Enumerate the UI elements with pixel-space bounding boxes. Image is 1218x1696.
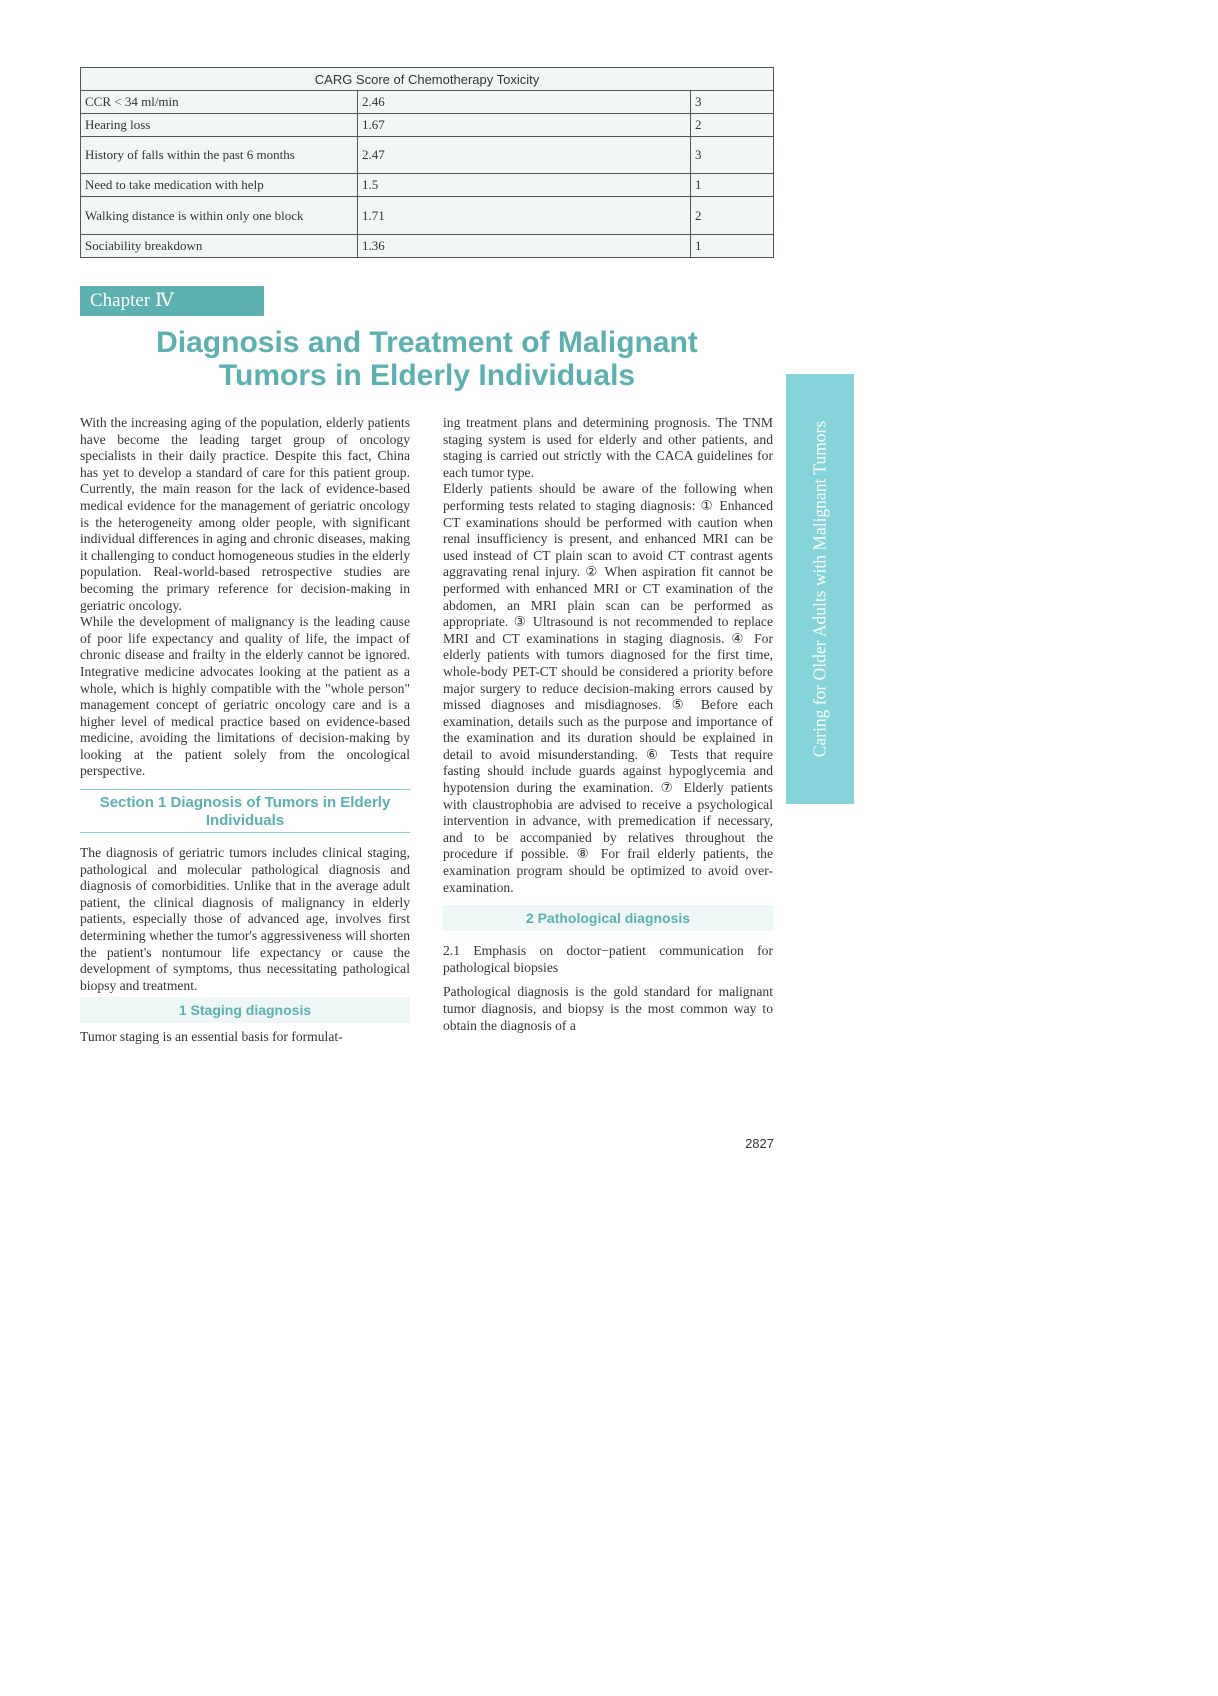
paragraph: With the increasing aging of the population, elderly patients have become the leading target group of oncology specialists in their daily practice. Despite this fact, China has yet to develop a standard of care for this patient group. Currently, the main reason for the lack of evidence-based medical evidence for the management of geriatric oncology is the heterogeneity among older people, with significant individual differences in aging and chronic diseases, making it challenging to conduct homogeneous studies in the elderly population. Real-world-based retrospective studies are becoming the primary reference for decision-making in geriatric oncology. bbox=[80, 415, 410, 613]
subsection-heading: 2 Pathological diagnosis bbox=[443, 905, 773, 931]
side-tab-label: Caring for Older Adults with Malignant Tumors bbox=[809, 420, 830, 758]
table-cell: 1.5 bbox=[358, 174, 691, 197]
table-row bbox=[81, 137, 774, 174]
table-row bbox=[81, 197, 774, 235]
table-row bbox=[81, 91, 774, 114]
paragraph: While the development of malignancy is the leading cause of poor life expectancy and quality of life, the impact of chronic disease and frailty in the elderly cannot be ignored. Integrative medicine advocates looking at the patient as a whole, which is highly compatible with the "whole person" management concept of geriatric oncology care and is a higher level of medical practice based on evidence-based medicine, avoiding the limitations of decision-making by looking at the patient solely from the oncological perspective. bbox=[80, 614, 410, 779]
table-cell: 3 bbox=[691, 137, 774, 174]
paragraph: The diagnosis of geriatric tumors includes clinical staging, pathological and molecular pathological diagnosis and diagnosis of comorbidities. Unlike that in the average adult patient, the clinical diagnosis of malignancy in elderly patients, especially those of advanced age, involves first determining whether the tumor's aggressiveness will shorten the patient's nontumour life expectancy or cause the development of symptoms, thus necessitating pathological biopsy and treatment. bbox=[80, 845, 410, 993]
chapter-title-line-1: Diagnosis and Treatment of Malignant bbox=[156, 326, 698, 359]
table-cell: 1 bbox=[691, 235, 774, 258]
chapter-title bbox=[80, 326, 774, 392]
paragraph: Pathological diagnosis is the gold standard for malignant tumor diagnosis, and biopsy is the most common way to obtain the diagnosis of a bbox=[443, 984, 773, 1033]
table-cell: CCR < 34 ml/min bbox=[81, 91, 358, 114]
table-cell: 2.46 bbox=[358, 91, 691, 114]
table-cell: 1.67 bbox=[358, 114, 691, 137]
table-title: CARG Score of Chemotherapy Toxicity bbox=[81, 68, 774, 91]
paragraph: Elderly patients should be aware of the following when performing tests related to staging diagnosis: ① Enhanced CT examinations should be performed with caution when renal insufficiency is present, and enhanced MRI can be used instead of CT plain scan to avoid CT contrast agents aggravating renal injury. ② When aspiration fit cannot be performed with enhanced MRI or CT examination of the abdomen, an MRI plain scan can be performed as appropriate. ③ Ultrasound is not recommended to replace MRI and CT examinations in staging diagnosis. ④ For elderly patients with tumors diagnosed for the first time, whole-body PET-CT should be considered a priority before major surgery to reduce decision-making errors caused by missed diagnoses and misdiagnoses. ⑤ Before each examination, details such as the purpose and importance of the examination and its duration should be explained in detail to avoid misunderstanding. ⑥ Tests that require fasting should include guards against hypoglycemia and hypotension during the examination. ⑦ Elderly patients with claustrophobia are advised to receive a psychological intervention in advance, with premedication if necessary, and to be accompanied by relatives throughout the procedure if possible. ⑧ For frail elderly patients, the examination program should be optimized to avoid over-examination. bbox=[443, 481, 773, 895]
left-column bbox=[80, 415, 410, 1046]
table-cell: 1.36 bbox=[358, 235, 691, 258]
table-cell: 2 bbox=[691, 114, 774, 137]
table-cell: Walking distance is within only one block bbox=[81, 197, 358, 235]
chapter-label: Chapter Ⅳ bbox=[80, 286, 264, 316]
section-heading: Section 1 Diagnosis of Tumors in Elderly Individuals bbox=[80, 789, 410, 833]
carg-score-table bbox=[80, 67, 774, 258]
paragraph: ing treatment plans and determining prognosis. The TNM staging system is used for elderly and other patients, and staging is carried out strictly with the CACA guidelines for each tumor type. bbox=[443, 415, 773, 480]
table-cell: History of falls within the past 6 months bbox=[81, 137, 358, 174]
table-row bbox=[81, 114, 774, 137]
table-cell: 2 bbox=[691, 197, 774, 235]
side-tab bbox=[786, 374, 854, 804]
table-row bbox=[81, 235, 774, 258]
table-cell: 1.71 bbox=[358, 197, 691, 235]
chapter-title-line-2: Tumors in Elderly Individuals bbox=[218, 359, 636, 392]
table-cell: Need to take medication with help bbox=[81, 174, 358, 197]
paragraph: 2.1 Emphasis on doctor−patient communication for pathological biopsies bbox=[443, 943, 773, 975]
table-cell: 3 bbox=[691, 91, 774, 114]
table-cell: Hearing loss bbox=[81, 114, 358, 137]
right-column bbox=[443, 415, 773, 1034]
subsection-heading: 1 Staging diagnosis bbox=[80, 997, 410, 1023]
page-number: 2827 bbox=[745, 1136, 774, 1151]
table-cell: 2.47 bbox=[358, 137, 691, 174]
table-cell: Sociability breakdown bbox=[81, 235, 358, 258]
paragraph: Tumor staging is an essential basis for formulat- bbox=[80, 1029, 343, 1045]
table-row bbox=[81, 174, 774, 197]
table-cell: 1 bbox=[691, 174, 774, 197]
